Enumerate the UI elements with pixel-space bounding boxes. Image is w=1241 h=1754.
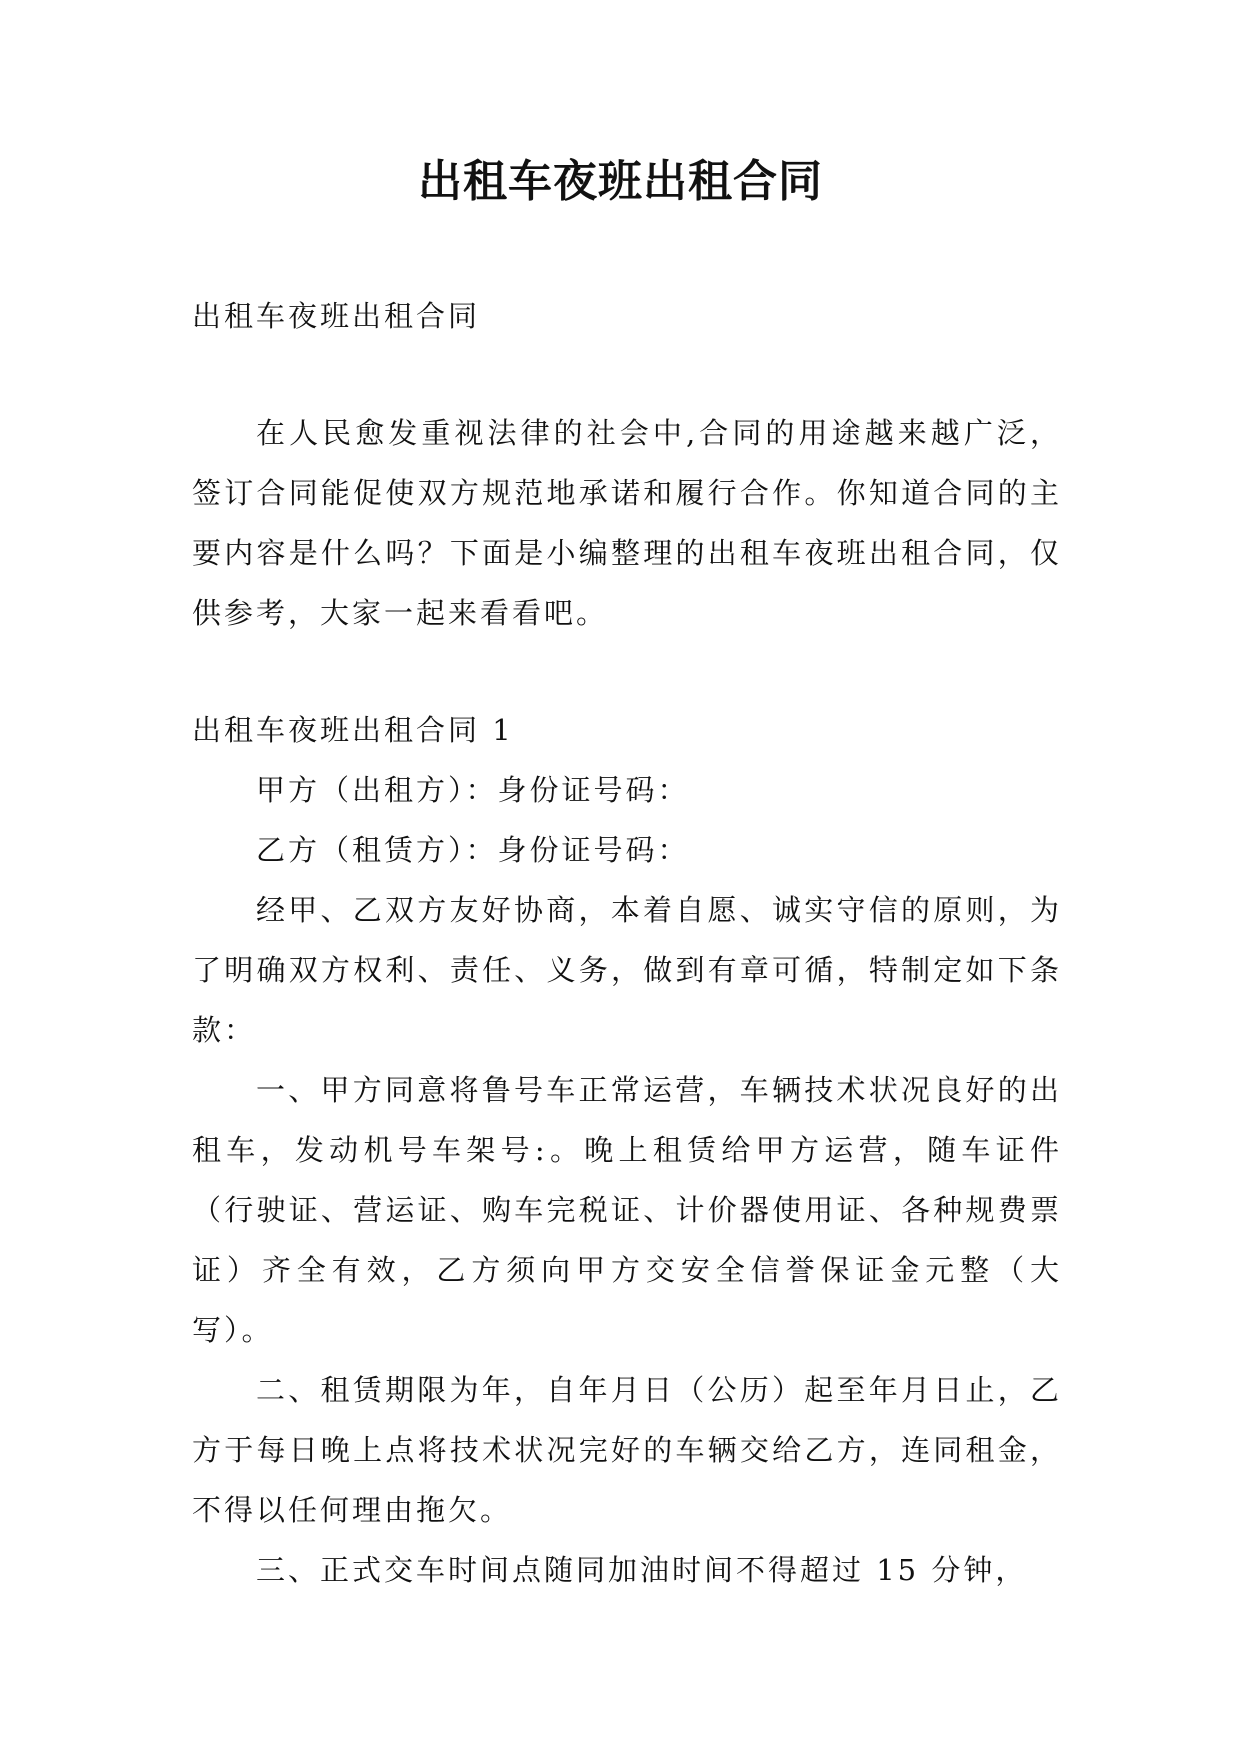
document-body — [192, 286, 1062, 1600]
intro-paragraph: 在人民愈发重视法律的社会中,合同的用途越来越广泛，签订合同能促使双方规范地承诺和履行合作。你知道合同的主要内容是什么吗？下面是小编整理的出租车夜班出租合同，仅供参考，大家一起来看看吧。 — [192, 416, 1062, 630]
document-subtitle: 出租车夜班出租合同 — [192, 299, 481, 333]
party-a-line: 甲方（出租方）：身份证号码： — [256, 773, 690, 807]
party-b-line: 乙方（租赁方）：身份证号码： — [256, 833, 690, 867]
preamble-paragraph: 经甲、乙双方友好协商，本着自愿、诚实守信的原则，为了明确双方权利、责任、义务，做到有章可循，特制定如下条款： — [192, 893, 1062, 1047]
section-heading: 出租车夜班出租合同 1 — [192, 713, 514, 747]
clause-2-paragraph: 二、租赁期限为年，自年月日（公历）起至年月日止，乙方于每日晚上点将技术状况完好的车辆交给乙方，连同租金，不得以任何理由拖欠。 — [192, 1373, 1062, 1527]
document-title: 出租车夜班出租合同 — [418, 156, 823, 207]
clause-3-paragraph: 三、正式交车时间点随同加油时间不得超过 15 分钟， — [256, 1553, 1028, 1587]
clause-1-paragraph: 一、甲方同意将鲁号车正常运营，车辆技术状况良好的出租车，发动机号车架号:。晚上租赁给甲方运营，随车证件（行驶证、营运证、购车完税证、计价器使用证、各种规费票证）齐全有效，乙方须向甲方交安全信誉保证金元整（大写）。 — [192, 1073, 1062, 1347]
